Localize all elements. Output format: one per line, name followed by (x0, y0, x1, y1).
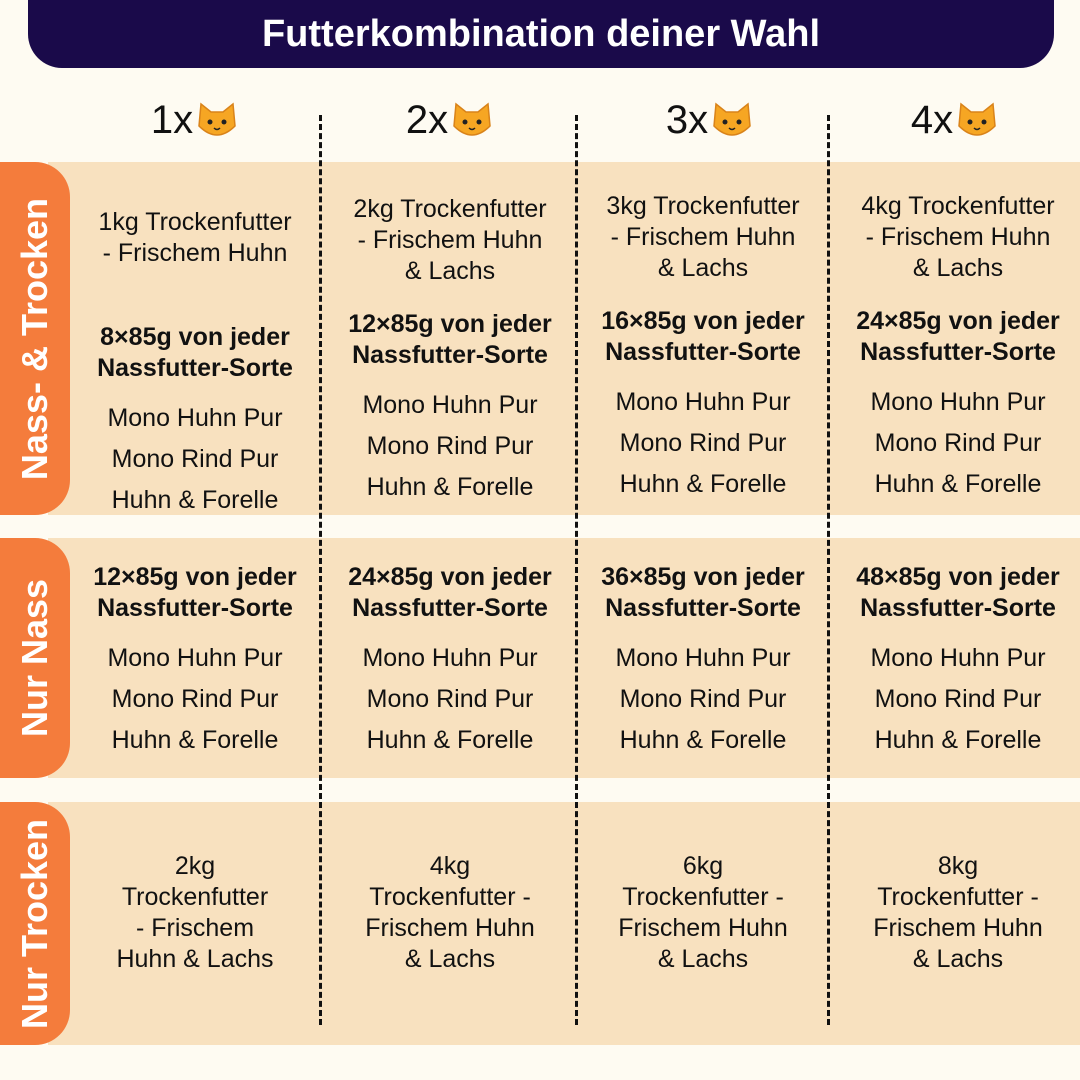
column-header-3 (610, 95, 810, 145)
dry-line: 1kg Trockenfutter (98, 208, 292, 236)
variety-item: Mono Huhn Pur (615, 644, 791, 672)
row-label-nass-trocken (0, 162, 70, 515)
variety-item: Huhn & Forelle (619, 470, 787, 498)
wet-line: Nassfutter-Sorte (352, 341, 548, 369)
variety-item: Huhn & Forelle (874, 470, 1042, 498)
wet-line: Nassfutter-Sorte (352, 594, 548, 622)
row-label-text: Nur Nass (14, 578, 55, 738)
wet-line: Nassfutter-Sorte (605, 338, 801, 366)
dry-line: 3kg Trockenfutter (606, 192, 800, 220)
cat-face-icon (450, 98, 494, 142)
column-divider (827, 115, 830, 1025)
dry-line: Frischem Huhn (618, 914, 788, 942)
dry-line: & Lachs (657, 945, 749, 973)
dry-line: Frischem Huhn (873, 914, 1043, 942)
dry-line: & Lachs (912, 945, 1004, 973)
variety-item: Huhn & Forelle (366, 726, 534, 754)
dry-line: Trockenfutter - (622, 883, 784, 911)
cell-nur-trocken-1 (75, 851, 315, 975)
wet-line: 36×85g von jeder (601, 563, 805, 591)
variety-item: Mono Rind Pur (366, 685, 534, 713)
row-label-text: Nur Trocken (14, 818, 55, 1029)
cell-nur-nass-1 (75, 562, 315, 761)
dry-line: Frischem Huhn (365, 914, 535, 942)
dry-line: 4kg Trockenfutter (861, 192, 1055, 220)
column-divider (319, 115, 322, 1025)
column-header-1 (95, 95, 295, 145)
dry-line: & Lachs (404, 945, 496, 973)
dry-line: - Frischem Huhn (102, 239, 288, 267)
variety-item: Mono Huhn Pur (362, 391, 538, 419)
dry-line: & Lachs (657, 254, 749, 282)
wet-line: Nassfutter-Sorte (97, 594, 293, 622)
wet-line: 24×85g von jeder (348, 563, 552, 591)
variety-item: Huhn & Forelle (874, 726, 1042, 754)
variety-item: Mono Rind Pur (874, 429, 1042, 457)
variety-item: Huhn & Forelle (111, 486, 279, 514)
dry-line: 4kg (429, 852, 471, 880)
cell-nur-trocken-3 (583, 851, 823, 975)
variety-item: Mono Rind Pur (619, 429, 787, 457)
cell-nur-nass-2 (330, 562, 570, 761)
variety-item: Mono Rind Pur (619, 685, 787, 713)
row-label-text: Nass- & Trocken (14, 197, 55, 480)
variety-item: Mono Huhn Pur (870, 388, 1046, 416)
variety-item: Mono Rind Pur (874, 685, 1042, 713)
variety-item: Huhn & Forelle (111, 726, 279, 754)
column-header-label: 3x (665, 97, 709, 142)
column-header-label: 1x (150, 97, 194, 142)
cat-face-icon (955, 98, 999, 142)
variety-item: Mono Huhn Pur (107, 644, 283, 672)
dry-line: & Lachs (404, 257, 496, 285)
dry-line: - Frischem Huhn (357, 226, 543, 254)
variety-item: Mono Huhn Pur (615, 388, 791, 416)
cell-nur-trocken-4 (838, 851, 1078, 975)
row-label-nur-nass (0, 538, 70, 778)
wet-line: 48×85g von jeder (856, 563, 1060, 591)
dry-line: 2kg (174, 852, 216, 880)
dry-line: 8kg (937, 852, 979, 880)
variety-item: Huhn & Forelle (619, 726, 787, 754)
page-title: Futterkombination deiner Wahl (261, 12, 821, 55)
dry-line: - Frischem Huhn (610, 223, 796, 251)
title-bar (28, 0, 1054, 68)
column-header-2 (350, 95, 550, 145)
cell-nass-trocken-3 (583, 191, 823, 505)
column-divider (575, 115, 578, 1025)
variety-item: Huhn & Forelle (366, 473, 534, 501)
wet-line: 12×85g von jeder (348, 310, 552, 338)
cell-nur-nass-3 (583, 562, 823, 761)
wet-line: Nassfutter-Sorte (97, 354, 293, 382)
wet-line: 16×85g von jeder (601, 307, 805, 335)
wet-line: Nassfutter-Sorte (860, 338, 1056, 366)
wet-line: 12×85g von jeder (93, 563, 297, 591)
cell-nur-nass-4 (838, 562, 1078, 761)
dry-line: - Frischem (135, 914, 255, 942)
cell-nur-trocken-2 (330, 851, 570, 975)
wet-line: Nassfutter-Sorte (605, 594, 801, 622)
variety-item: Mono Rind Pur (111, 685, 279, 713)
cell-nass-trocken-2 (330, 194, 570, 508)
dry-line: Trockenfutter - (877, 883, 1039, 911)
wet-line: 8×85g von jeder (100, 323, 290, 351)
dry-line: 6kg (682, 852, 724, 880)
dry-line: 2kg Trockenfutter (353, 195, 547, 223)
cell-nass-trocken-1 (75, 207, 315, 521)
wet-line: Nassfutter-Sorte (860, 594, 1056, 622)
dry-line: Huhn & Lachs (116, 945, 274, 973)
variety-item: Mono Huhn Pur (362, 644, 538, 672)
variety-item: Mono Rind Pur (111, 445, 279, 473)
variety-item: Mono Rind Pur (366, 432, 534, 460)
dry-line: Trockenfutter (121, 883, 269, 911)
column-header-label: 4x (910, 97, 954, 142)
column-header-label: 2x (405, 97, 449, 142)
wet-line: 24×85g von jeder (856, 307, 1060, 335)
column-header-4 (855, 95, 1055, 145)
cat-face-icon (195, 98, 239, 142)
dry-line: & Lachs (912, 254, 1004, 282)
dry-line: - Frischem Huhn (865, 223, 1051, 251)
cat-face-icon (710, 98, 754, 142)
dry-line: Trockenfutter - (369, 883, 531, 911)
variety-item: Mono Huhn Pur (107, 404, 283, 432)
row-label-nur-trocken (0, 802, 70, 1045)
cell-nass-trocken-4 (838, 191, 1078, 505)
variety-item: Mono Huhn Pur (870, 644, 1046, 672)
